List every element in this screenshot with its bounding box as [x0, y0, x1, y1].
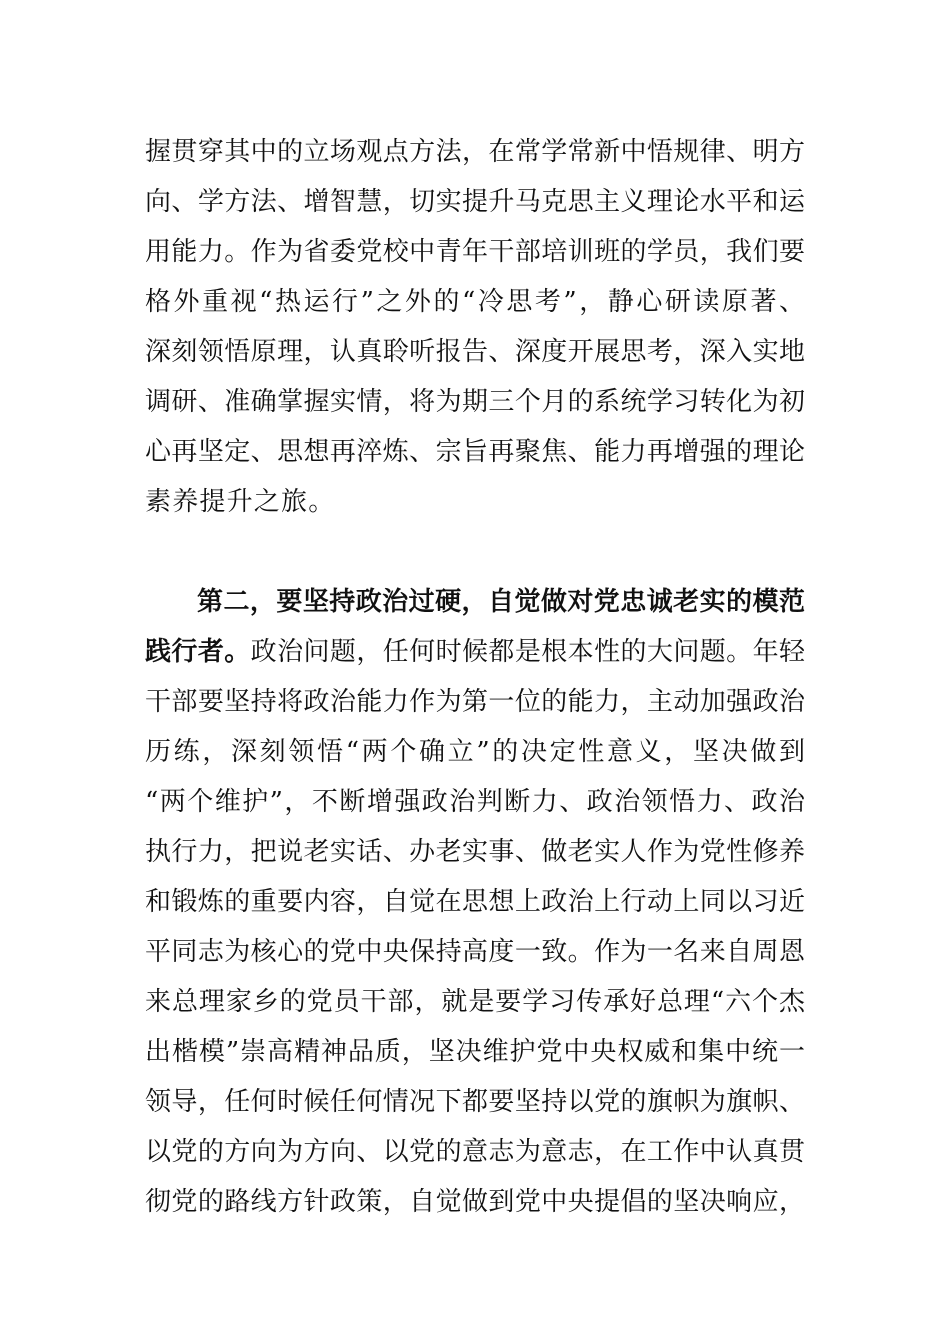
text-line: 调研、准确掌握实情，将为期三个月的系统学习转化为初	[145, 387, 805, 417]
text-line: 出楷模”崇高精神品质，坚决维护党中央权威和集中统一	[145, 1037, 805, 1067]
text-line: 彻党的路线方针政策，自觉做到党中央提倡的坚决响应，	[145, 1187, 805, 1217]
text-line: 握贯穿其中的立场观点方法，在常学常新中悟规律、明方	[145, 137, 805, 167]
text-line: 深刻领悟原理，认真聆听报告、深度开展思考，深入实地	[145, 337, 805, 367]
text-span: 政治问题，任何时候都是根本性的大问题。年轻	[250, 637, 805, 667]
text-line: 心再坚定、思想再淬炼、宗旨再聚焦、能力再增强的理论	[145, 437, 805, 467]
text-line: 以党的方向为方向、以党的意志为意志，在工作中认真贯	[145, 1137, 805, 1167]
text-line: 干部要坚持将政治能力作为第一位的能力，主动加强政治	[145, 687, 805, 717]
section-heading-end: 践行者。	[145, 637, 251, 667]
text-line: 格外重视“热运行”之外的“冷思考”，静心研读原著、	[145, 287, 805, 317]
text-line: 执行力，把说老实话、办老实事、做老实人作为党性修养	[145, 837, 805, 867]
text-line: 向、学方法、增智慧，切实提升马克思主义理论水平和运	[145, 187, 805, 217]
text-line: 平同志为核心的党中央保持高度一致。作为一名来自周恩	[145, 937, 805, 967]
section-heading: 第二，要坚持政治过硬，自觉做对党忠诚老实的模范	[197, 587, 805, 617]
text-line: 和锻炼的重要内容，自觉在思想上政治上行动上同以习近	[145, 887, 805, 917]
text-line: 历练，深刻领悟“两个确立”的决定性意义，坚决做到	[145, 737, 805, 767]
text-line: 用能力。作为省委党校中青年干部培训班的学员，我们要	[145, 237, 805, 267]
text-line	[145, 632, 805, 672]
text-line: 素养提升之旅。	[145, 487, 336, 517]
text-line: 领导，任何时候任何情况下都要坚持以党的旗帜为旗帜、	[145, 1087, 805, 1117]
text-line: “两个维护”，不断增强政治判断力、政治领悟力、政治	[145, 787, 805, 817]
text-line: 来总理家乡的党员干部，就是要学习传承好总理“六个杰	[145, 987, 805, 1017]
